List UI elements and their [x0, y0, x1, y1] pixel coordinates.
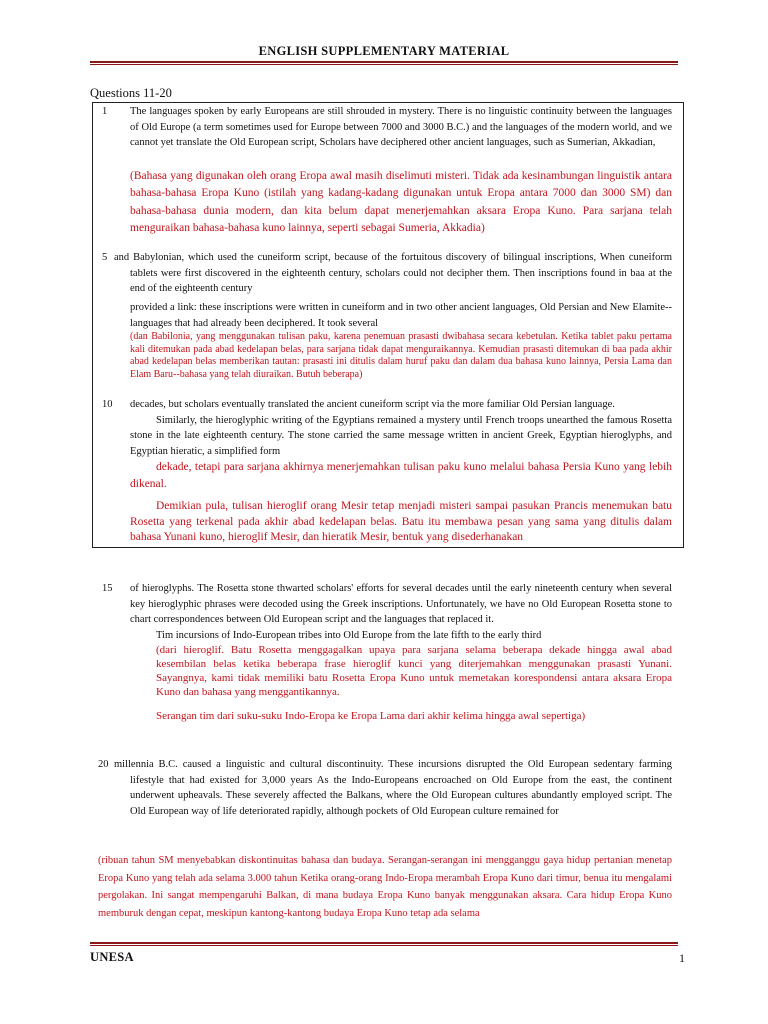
english-text: decades, but scholars eventually translated the ancient cuneiform script via the more familiar Old Persian language. — [130, 399, 615, 410]
line-number: 10 — [102, 399, 113, 410]
indonesian-translation: Serangan tim dari suku-suku Indo-Eropa ke Eropa Lama dari akhir kelima hingga awal sepertiga) — [156, 710, 586, 722]
page-number: 1 — [679, 951, 685, 965]
passage-block-1 — [130, 104, 672, 238]
line-number: 20 — [98, 759, 109, 770]
questions-title: Questions 11-20 — [90, 86, 172, 100]
line-number: 5 — [102, 252, 108, 263]
header-rule-thin — [90, 64, 678, 65]
english-text: millennia B.C. caused a linguistic and cultural discontinuity. These incursions disrupted the Old European sedentary farming lifestyle that had existed for 3,000 years As the Indo-Europeans encroached on Old Europe from the east, the continent underwent upheavals. These severely affected the Balkans, where the Old European cultures abundantly employed script. The Old European way of life deteriorated rapidly, although pockets of Old European culture remained for — [114, 759, 672, 817]
passage-block-3 — [130, 300, 672, 381]
indonesian-translation: (dan Babilonia, yang menggunakan tulisan paku, karena penemuan prasasti dwibahasa secara kebetulan. Ketika tablet paku pertama kali ditemukan pada abad kedelapan belas, para sarjana tidak dapat menguraikannya. Kemudian prasasti ditemukan di baa pada akhir abad kedelapan belas memberikan tautan: prasasti ini ditulis dalam huruf paku dan dalam dua bahasa kuno lainnya, Persia Lama dan Elam Baru--bahasa yang telah diuraikan. Butuh beberapa) — [130, 331, 672, 380]
passage-block-5 — [130, 581, 672, 723]
indonesian-translation: (Bahasa yang digunakan oleh orang Eropa awal masih diselimuti misteri. Tidak ada kesinambungan linguistik antara bahasa-bahasa Eropa Kuno (istilah yang kadang-kadang digunakan untuk Eropa antara 7000 dan 3000 SM) dan bahasa-bahasa dunia modern, dan kita belum dapat menerjemahkan aksara Eropa Kuno. Para sarjana telah menguraikan bahasa-bahasa kuno lainnya, seperti sebagai Sumeria, Akkadia) — [130, 169, 672, 234]
footer-rule — [90, 942, 678, 944]
footer-institution: UNESA — [90, 950, 134, 964]
line-number: 1 — [102, 106, 108, 117]
passage-block-4 — [130, 397, 672, 546]
english-text: of hieroglyphs. The Rosetta stone thwarted scholars' efforts for several decades until the early nineteenth century when several key hieroglyphic phrases were decoded using the Greek inscriptions. Unfortunately, we have no Old European Rosetta stone to chart correspondences between Old European script and the languages that replaced it. — [130, 583, 672, 625]
indonesian-translation: (ribuan tahun SM menyebabkan diskontinuitas bahasa dan budaya. Serangan-serangan ini mengganggu gaya hidup pertanian menetap Eropa Kuno yang telah ada selama 3.000 tahun Ketika orang-orang Indo-Eropa merambah Eropa Kuno dari timur, benua itu mengalami pergolakan. Ini sangat mempengaruhi Balkan, di mana budaya Eropa Kuno banyak menggunakan aksara. Cara hidup Eropa Kuno memburuk dengan cepat, meskipun kantong-kantong budaya Eropa Kuno tetap ada selama — [98, 855, 672, 919]
english-text: Similarly, the hieroglyphic writing of the Egyptians remained a mystery until French troops unearthed the famous Rosetta stone in the late eighteenth century. The stone carried the same message written in ancient Greek, Egyptian hieroglyphs, and Egyptian hieratic, a simplified form — [130, 414, 672, 457]
indonesian-translation: dekade, tetapi para sarjana akhirnya menerjemahkan tulisan paku kuno melalui bahasa Persia Kuno yang lebih dikenal. — [130, 461, 672, 490]
english-text: The languages spoken by early Europeans are still shrouded in mystery. There is no linguistic continuity between the languages of Old Europe (a term sometimes used for Europe between 7000 and 3000 B.C.) and the languages of the modern world, and we cannot yet translate the Old European script, Scholars have deciphered other ancient languages, such as Sumerian, Akkadian, — [130, 106, 672, 148]
english-text: provided a link: these inscriptions were written in cuneiform and in two other ancient languages, Old Persian and New Elamite--languages that had already been deciphered. It took several — [130, 302, 672, 329]
passage-block-6 — [114, 757, 672, 819]
indonesian-translation: Demikian pula, tulisan hieroglif orang Mesir tetap menjadi misteri sampai pasukan Prancis menemukan batu Rosetta yang terkenal pada akhir abad kedelapan belas. Batu itu membawa pesan yang sama yang ditulis dalam bahasa Yunani kuno, hieroglif Mesir, dan hieratik Mesir, bentuk yang disederhanakan — [130, 500, 672, 543]
header-rule — [90, 61, 678, 63]
passage-block-7 — [98, 852, 672, 922]
document-header-title: ENGLISH SUPPLEMENTARY MATERIAL — [258, 44, 510, 58]
english-text: Tim incursions of Indo-European tribes into Old Europe from the late fifth to the early third — [156, 629, 542, 641]
indonesian-translation: (dari hieroglif. Batu Rosetta menggagalkan upaya para sarjana selama beberapa dekade hingga awal abad kesembilan belas ketika beberapa frase hieroglif kunci yang diterjemahkan menggunakan prasasti Yunani. Sayangnya, kami tidak memiliki batu Rosetta Eropa Kuno untuk memetakan korespondensi antara aksara Eropa Kuno dan bahasa yang menggantikannya. — [156, 644, 672, 698]
line-number: 15 — [102, 583, 113, 594]
passage-block-2 — [114, 250, 672, 297]
footer-rule-thin — [90, 945, 678, 946]
english-text: and Babylonian, which used the cuneiform script, because of the fortuitous discovery of bilingual inscriptions, When cuneiform tablets were first discovered in the eighteenth century, scholars could not decipher them. Then inscriptions found in baa at the end of the eighteenth century — [114, 252, 672, 294]
